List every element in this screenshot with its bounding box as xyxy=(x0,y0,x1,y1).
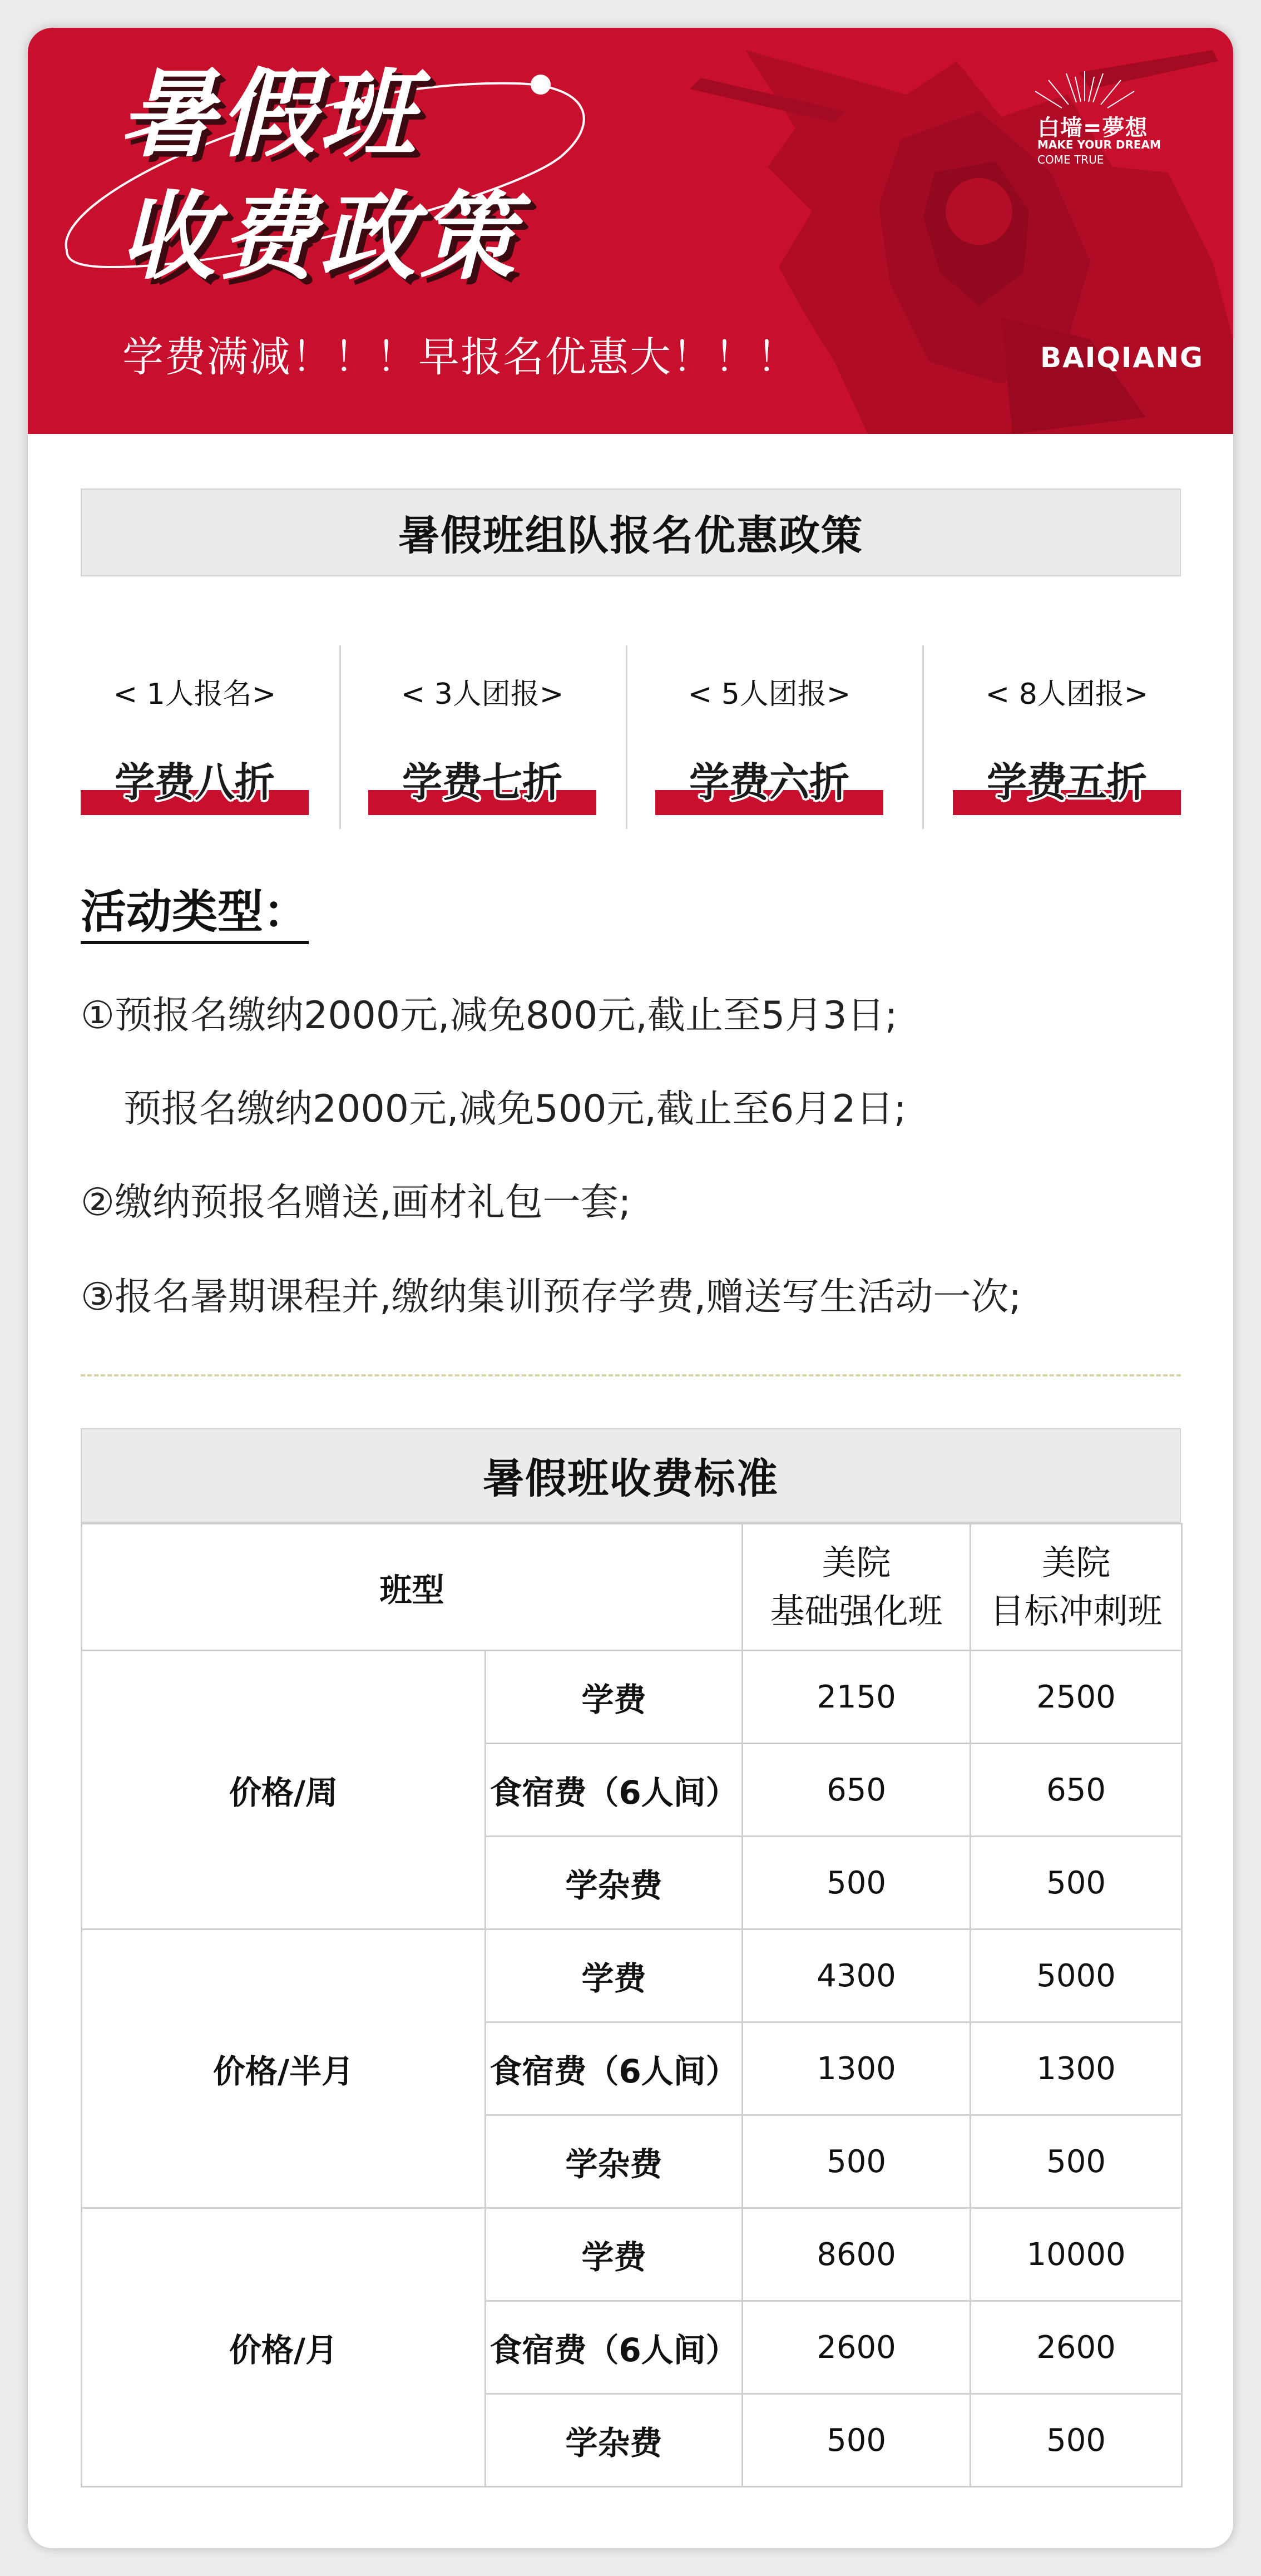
item-cell: 学费 xyxy=(486,1929,743,2022)
col-header-basic-line1: 美院 xyxy=(822,1542,891,1583)
activity-item: ②缴纳预报名赠送,画材礼包一套; xyxy=(81,1181,631,1225)
col-header-sprint xyxy=(971,1524,1182,1651)
item-cell: 食宿费（6人间） xyxy=(486,1744,743,1837)
value-cell: 500 xyxy=(971,1837,1182,1929)
promo-heading: 暑假班组队报名优惠政策 xyxy=(81,488,1181,576)
value-cell: 4300 xyxy=(743,1929,971,2022)
logo-slogan-2: COME TRUE xyxy=(1037,153,1104,166)
poster-card xyxy=(28,28,1233,2548)
item-cell: 学费 xyxy=(486,1651,743,1744)
activity-item: 预报名缴纳2000元,减免500元,截止至6月2日; xyxy=(123,1087,907,1131)
logo-text: 白墙=夢想 xyxy=(1037,115,1148,141)
dashed-divider xyxy=(81,1374,1181,1376)
item-cell: 学杂费 xyxy=(486,1837,743,1929)
banner-title-line2: 收费政策 xyxy=(120,181,520,293)
period-cell: 价格/月 xyxy=(82,2208,486,2487)
item-cell: 食宿费（6人间） xyxy=(486,2301,743,2394)
value-cell: 650 xyxy=(743,1744,971,1837)
discount-tier-1 xyxy=(81,645,309,812)
activity-item: ③报名暑期课程并,缴纳集训预存学费,赠送写生活动一次; xyxy=(81,1275,1022,1319)
tier-label: < 3人团报> xyxy=(400,678,564,711)
value-cell: 2600 xyxy=(743,2301,971,2394)
tier-discount: 学费五折 xyxy=(986,759,1147,806)
tier-label: < 1人报名> xyxy=(113,678,276,711)
banner-tagline: 学费满减！！！早报名优惠大！！！ xyxy=(122,333,799,381)
value-cell: 10000 xyxy=(971,2208,1182,2301)
col-header-type: 班型 xyxy=(82,1524,743,1651)
tier-discount: 学费八折 xyxy=(114,759,275,806)
value-cell: 500 xyxy=(743,2394,971,2487)
period-cell: 价格/周 xyxy=(82,1651,486,1929)
value-cell: 1300 xyxy=(971,2022,1182,2115)
brand-name: BAIQIANG xyxy=(1040,342,1204,374)
period-cell: 价格/半月 xyxy=(82,1929,486,2208)
activity-heading: 活动类型： xyxy=(81,887,309,944)
table-header-row xyxy=(82,1524,1182,1651)
col-header-basic-line2: 基础强化班 xyxy=(770,1590,943,1631)
col-header-basic xyxy=(743,1524,971,1651)
item-cell: 学杂费 xyxy=(486,2115,743,2208)
value-cell: 500 xyxy=(743,1837,971,1929)
value-cell: 2600 xyxy=(971,2301,1182,2394)
value-cell: 5000 xyxy=(971,1929,1182,2022)
discount-tier-2 xyxy=(368,645,596,812)
tier-discount: 学费六折 xyxy=(689,759,849,806)
table-row xyxy=(82,2208,1182,2301)
value-cell: 500 xyxy=(971,2115,1182,2208)
header-banner xyxy=(28,28,1233,434)
value-cell: 500 xyxy=(971,2394,1182,2487)
tier-discount: 学费七折 xyxy=(402,759,562,806)
banner-title-line1: 暑假班 xyxy=(120,58,420,170)
item-cell: 学杂费 xyxy=(486,2394,743,2487)
table-row xyxy=(82,1651,1182,1744)
value-cell: 650 xyxy=(971,1744,1182,1837)
col-header-sprint-line1: 美院 xyxy=(1041,1542,1111,1583)
tier-divider xyxy=(339,645,341,829)
value-cell: 500 xyxy=(743,2115,971,2208)
item-cell: 食宿费（6人间） xyxy=(486,2022,743,2115)
discount-tier-3 xyxy=(655,645,883,812)
discount-tier-4 xyxy=(953,645,1181,812)
table-row xyxy=(82,1929,1182,2022)
value-cell: 2500 xyxy=(971,1651,1182,1744)
value-cell: 2150 xyxy=(743,1651,971,1744)
logo-slogan-1: MAKE YOUR DREAM xyxy=(1037,138,1161,151)
fee-table xyxy=(81,1523,1183,2488)
fee-table-heading: 暑假班收费标准 xyxy=(81,1428,1181,1523)
value-cell: 1300 xyxy=(743,2022,971,2115)
value-cell: 8600 xyxy=(743,2208,971,2301)
tier-divider xyxy=(626,645,627,829)
tier-label: < 8人团报> xyxy=(985,678,1149,711)
activity-item: ①预报名缴纳2000元,减免800元,截止至5月3日; xyxy=(81,994,898,1038)
tier-divider xyxy=(922,645,924,829)
item-cell: 学费 xyxy=(486,2208,743,2301)
tier-label: < 5人团报> xyxy=(688,678,851,711)
col-header-sprint-line2: 目标冲刺班 xyxy=(990,1590,1163,1631)
